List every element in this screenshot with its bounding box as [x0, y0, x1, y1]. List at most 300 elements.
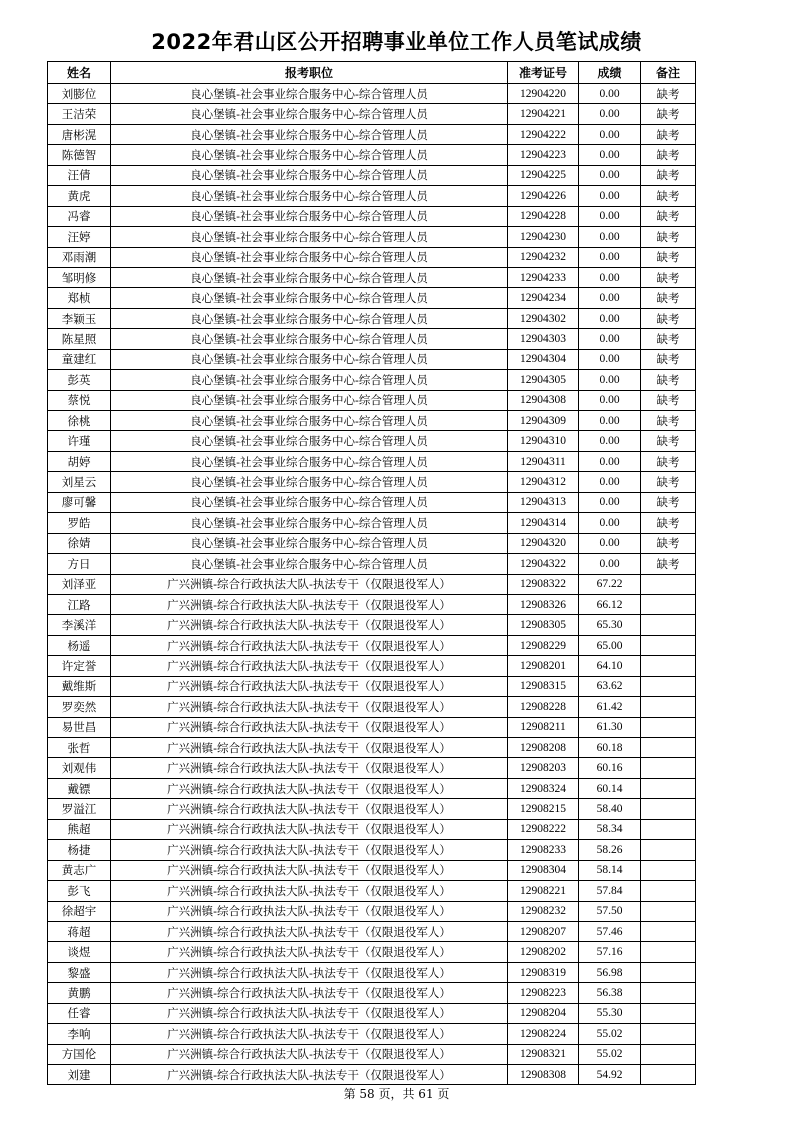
cell-score: 60.14 — [579, 778, 641, 798]
cell-position: 广兴洲镇-综合行政执法大队-执法专干（仅限退役军人） — [111, 656, 508, 676]
cell-exam-number: 12908308 — [508, 1065, 579, 1085]
cell-score: 0.00 — [579, 206, 641, 226]
cell-score: 58.34 — [579, 819, 641, 839]
cell-position: 良心堡镇-社会事业综合服务中心-综合管理人员 — [111, 267, 508, 287]
cell-name: 陈德智 — [48, 145, 111, 165]
cell-position: 良心堡镇-社会事业综合服务中心-综合管理人员 — [111, 165, 508, 185]
cell-position: 良心堡镇-社会事业综合服务中心-综合管理人员 — [111, 513, 508, 533]
cell-remark: 缺考 — [641, 492, 696, 512]
cell-name: 杨遥 — [48, 635, 111, 655]
cell-position: 良心堡镇-社会事业综合服务中心-综合管理人员 — [111, 104, 508, 124]
cell-position: 良心堡镇-社会事业综合服务中心-综合管理人员 — [111, 145, 508, 165]
cell-score: 0.00 — [579, 431, 641, 451]
cell-name: 彭英 — [48, 370, 111, 390]
cell-name: 黄鹏 — [48, 983, 111, 1003]
header-remark: 备注 — [641, 62, 696, 84]
cell-remark: 缺考 — [641, 84, 696, 104]
cell-name: 邓雨潮 — [48, 247, 111, 267]
cell-position: 良心堡镇-社会事业综合服务中心-综合管理人员 — [111, 431, 508, 451]
cell-remark: 缺考 — [641, 288, 696, 308]
table-row — [48, 656, 696, 676]
cell-exam-number: 12904311 — [508, 451, 579, 471]
cell-score: 61.30 — [579, 717, 641, 737]
table-row — [48, 411, 696, 431]
cell-remark — [641, 921, 696, 941]
cell-remark — [641, 594, 696, 614]
cell-name: 汪倩 — [48, 165, 111, 185]
cell-position: 广兴洲镇-综合行政执法大队-执法专干（仅限退役军人） — [111, 901, 508, 921]
table-row — [48, 329, 696, 349]
cell-name: 易世昌 — [48, 717, 111, 737]
cell-position: 广兴洲镇-综合行政执法大队-执法专干（仅限退役军人） — [111, 758, 508, 778]
cell-score: 0.00 — [579, 247, 641, 267]
cell-position: 广兴洲镇-综合行政执法大队-执法专干（仅限退役军人） — [111, 574, 508, 594]
table-row — [48, 390, 696, 410]
table-row — [48, 431, 696, 451]
cell-score: 0.00 — [579, 104, 641, 124]
cell-exam-number: 12904222 — [508, 124, 579, 144]
table-row — [48, 533, 696, 553]
table-row — [48, 247, 696, 267]
cell-score: 0.00 — [579, 84, 641, 104]
cell-remark — [641, 1065, 696, 1085]
table-row — [48, 799, 696, 819]
cell-remark — [641, 656, 696, 676]
cell-score: 0.00 — [579, 308, 641, 328]
cell-exam-number: 12908211 — [508, 717, 579, 737]
cell-name: 陈星照 — [48, 329, 111, 349]
cell-remark: 缺考 — [641, 308, 696, 328]
cell-name: 江路 — [48, 594, 111, 614]
cell-remark — [641, 758, 696, 778]
cell-exam-number: 12904305 — [508, 370, 579, 390]
cell-name: 谈煜 — [48, 942, 111, 962]
table-row — [48, 901, 696, 921]
table-row — [48, 165, 696, 185]
cell-score: 64.10 — [579, 656, 641, 676]
cell-score: 0.00 — [579, 165, 641, 185]
cell-score: 57.50 — [579, 901, 641, 921]
cell-exam-number: 12904228 — [508, 206, 579, 226]
table-row — [48, 594, 696, 614]
cell-exam-number: 12904223 — [508, 145, 579, 165]
cell-remark — [641, 1024, 696, 1044]
cell-exam-number: 12904233 — [508, 267, 579, 287]
cell-score: 63.62 — [579, 676, 641, 696]
cell-exam-number: 12908319 — [508, 962, 579, 982]
cell-exam-number: 12904230 — [508, 227, 579, 247]
cell-position: 良心堡镇-社会事业综合服务中心-综合管理人员 — [111, 370, 508, 390]
cell-exam-number: 12904314 — [508, 513, 579, 533]
cell-position: 广兴洲镇-综合行政执法大队-执法专干（仅限退役军人） — [111, 860, 508, 880]
cell-exam-number: 12904312 — [508, 472, 579, 492]
table-row — [48, 697, 696, 717]
cell-remark — [641, 615, 696, 635]
cell-exam-number: 12904304 — [508, 349, 579, 369]
cell-position: 良心堡镇-社会事业综合服务中心-综合管理人员 — [111, 227, 508, 247]
cell-remark — [641, 983, 696, 1003]
cell-exam-number: 12908215 — [508, 799, 579, 819]
cell-score: 54.92 — [579, 1065, 641, 1085]
table-row — [48, 717, 696, 737]
cell-exam-number: 12908221 — [508, 881, 579, 901]
cell-score: 0.00 — [579, 390, 641, 410]
cell-position: 广兴洲镇-综合行政执法大队-执法专干（仅限退役军人） — [111, 738, 508, 758]
cell-exam-number: 12908204 — [508, 1003, 579, 1023]
cell-name: 刘观伟 — [48, 758, 111, 778]
table-row — [48, 554, 696, 574]
cell-name: 刘建 — [48, 1065, 111, 1085]
cell-position: 广兴洲镇-综合行政执法大队-执法专干（仅限退役军人） — [111, 1065, 508, 1085]
cell-name: 熊超 — [48, 819, 111, 839]
cell-exam-number: 12908233 — [508, 840, 579, 860]
cell-exam-number: 12904320 — [508, 533, 579, 553]
table-row — [48, 227, 696, 247]
table-header-row — [48, 62, 696, 84]
cell-score: 0.00 — [579, 451, 641, 471]
cell-remark: 缺考 — [641, 472, 696, 492]
cell-exam-number: 12908326 — [508, 594, 579, 614]
table-row — [48, 881, 696, 901]
cell-remark — [641, 676, 696, 696]
cell-score: 0.00 — [579, 267, 641, 287]
cell-name: 戴维斯 — [48, 676, 111, 696]
table-row — [48, 206, 696, 226]
cell-position: 广兴洲镇-综合行政执法大队-执法专干（仅限退役军人） — [111, 983, 508, 1003]
cell-remark — [641, 942, 696, 962]
cell-position: 广兴洲镇-综合行政执法大队-执法专干（仅限退役军人） — [111, 840, 508, 860]
header-exam-number: 准考证号 — [508, 62, 579, 84]
cell-score: 56.98 — [579, 962, 641, 982]
cell-name: 李颖玉 — [48, 308, 111, 328]
cell-score: 0.00 — [579, 329, 641, 349]
table-row — [48, 124, 696, 144]
cell-remark: 缺考 — [641, 329, 696, 349]
header-score: 成绩 — [579, 62, 641, 84]
cell-position: 广兴洲镇-综合行政执法大队-执法专干（仅限退役军人） — [111, 799, 508, 819]
cell-score: 0.00 — [579, 186, 641, 206]
cell-exam-number: 12904220 — [508, 84, 579, 104]
cell-exam-number: 12904302 — [508, 308, 579, 328]
header-position: 报考职位 — [111, 62, 508, 84]
cell-remark: 缺考 — [641, 349, 696, 369]
table-row — [48, 819, 696, 839]
cell-position: 广兴洲镇-综合行政执法大队-执法专干（仅限退役军人） — [111, 717, 508, 737]
cell-name: 汪婷 — [48, 227, 111, 247]
page-footer: 第 58 页，共 61 页 — [343, 1087, 450, 1101]
cell-exam-number: 12908223 — [508, 983, 579, 1003]
cell-position: 良心堡镇-社会事业综合服务中心-综合管理人员 — [111, 206, 508, 226]
cell-score: 58.40 — [579, 799, 641, 819]
table-row — [48, 860, 696, 880]
cell-position: 良心堡镇-社会事业综合服务中心-综合管理人员 — [111, 329, 508, 349]
cell-position: 广兴洲镇-综合行政执法大队-执法专干（仅限退役军人） — [111, 942, 508, 962]
table-row — [48, 492, 696, 512]
cell-score: 65.30 — [579, 615, 641, 635]
cell-score: 56.38 — [579, 983, 641, 1003]
cell-position: 良心堡镇-社会事业综合服务中心-综合管理人员 — [111, 472, 508, 492]
table-row — [48, 267, 696, 287]
table-row — [48, 308, 696, 328]
cell-remark — [641, 738, 696, 758]
cell-score: 0.00 — [579, 472, 641, 492]
table-row — [48, 1024, 696, 1044]
cell-exam-number: 12908232 — [508, 901, 579, 921]
table-row — [48, 778, 696, 798]
cell-position: 广兴洲镇-综合行政执法大队-执法专干（仅限退役军人） — [111, 962, 508, 982]
cell-name: 罗皓 — [48, 513, 111, 533]
cell-name: 黎盛 — [48, 962, 111, 982]
cell-remark: 缺考 — [641, 431, 696, 451]
cell-exam-number: 12904234 — [508, 288, 579, 308]
cell-exam-number: 12904310 — [508, 431, 579, 451]
cell-remark — [641, 717, 696, 737]
cell-position: 良心堡镇-社会事业综合服务中心-综合管理人员 — [111, 492, 508, 512]
cell-score: 55.30 — [579, 1003, 641, 1023]
cell-remark — [641, 697, 696, 717]
table-row — [48, 370, 696, 390]
cell-position: 良心堡镇-社会事业综合服务中心-综合管理人员 — [111, 390, 508, 410]
cell-score: 0.00 — [579, 513, 641, 533]
cell-exam-number: 12908207 — [508, 921, 579, 941]
cell-exam-number: 12904308 — [508, 390, 579, 410]
cell-position: 良心堡镇-社会事业综合服务中心-综合管理人员 — [111, 451, 508, 471]
cell-remark: 缺考 — [641, 206, 696, 226]
table-row — [48, 574, 696, 594]
cell-name: 郑桢 — [48, 288, 111, 308]
table-row — [48, 921, 696, 941]
cell-name: 邹明修 — [48, 267, 111, 287]
cell-score: 60.18 — [579, 738, 641, 758]
cell-remark: 缺考 — [641, 186, 696, 206]
cell-name: 戴镖 — [48, 778, 111, 798]
cell-position: 良心堡镇-社会事业综合服务中心-综合管理人员 — [111, 554, 508, 574]
cell-name: 方国伦 — [48, 1044, 111, 1064]
cell-name: 许瑾 — [48, 431, 111, 451]
cell-exam-number: 12904225 — [508, 165, 579, 185]
cell-name: 刘泽亚 — [48, 574, 111, 594]
table-row — [48, 104, 696, 124]
cell-exam-number: 12908203 — [508, 758, 579, 778]
table-row — [48, 145, 696, 165]
cell-exam-number: 12908201 — [508, 656, 579, 676]
cell-remark — [641, 881, 696, 901]
cell-score: 0.00 — [579, 370, 641, 390]
cell-name: 徐桃 — [48, 411, 111, 431]
cell-name: 黄虎 — [48, 186, 111, 206]
cell-remark — [641, 635, 696, 655]
cell-position: 良心堡镇-社会事业综合服务中心-综合管理人员 — [111, 411, 508, 431]
cell-name: 蒋超 — [48, 921, 111, 941]
cell-remark: 缺考 — [641, 533, 696, 553]
cell-remark: 缺考 — [641, 267, 696, 287]
cell-position: 广兴洲镇-综合行政执法大队-执法专干（仅限退役军人） — [111, 1003, 508, 1023]
page-title: 2022年君山区公开招聘事业单位工作人员笔试成绩 — [151, 30, 642, 54]
table-row — [48, 962, 696, 982]
cell-remark: 缺考 — [641, 227, 696, 247]
cell-name: 李溪洋 — [48, 615, 111, 635]
cell-name: 方日 — [48, 554, 111, 574]
cell-exam-number: 12908208 — [508, 738, 579, 758]
table-row — [48, 1003, 696, 1023]
cell-position: 良心堡镇-社会事业综合服务中心-综合管理人员 — [111, 124, 508, 144]
cell-position: 广兴洲镇-综合行政执法大队-执法专干（仅限退役军人） — [111, 635, 508, 655]
cell-exam-number: 12904309 — [508, 411, 579, 431]
table-row — [48, 1065, 696, 1085]
cell-score: 57.16 — [579, 942, 641, 962]
cell-remark — [641, 574, 696, 594]
cell-score: 57.46 — [579, 921, 641, 941]
cell-name: 胡婷 — [48, 451, 111, 471]
table-row — [48, 472, 696, 492]
cell-remark: 缺考 — [641, 165, 696, 185]
cell-name: 唐彬滉 — [48, 124, 111, 144]
cell-score: 67.22 — [579, 574, 641, 594]
cell-score: 66.12 — [579, 594, 641, 614]
cell-score: 57.84 — [579, 881, 641, 901]
cell-position: 广兴洲镇-综合行政执法大队-执法专干（仅限退役军人） — [111, 697, 508, 717]
table-row — [48, 615, 696, 635]
cell-remark: 缺考 — [641, 451, 696, 471]
table-row — [48, 676, 696, 696]
cell-remark: 缺考 — [641, 390, 696, 410]
cell-remark: 缺考 — [641, 411, 696, 431]
cell-remark — [641, 1003, 696, 1023]
cell-score: 61.42 — [579, 697, 641, 717]
table-row — [48, 1044, 696, 1064]
cell-name: 王洁荣 — [48, 104, 111, 124]
cell-score: 55.02 — [579, 1044, 641, 1064]
cell-remark: 缺考 — [641, 247, 696, 267]
cell-position: 广兴洲镇-综合行政执法大队-执法专干（仅限退役军人） — [111, 921, 508, 941]
cell-remark: 缺考 — [641, 554, 696, 574]
cell-remark — [641, 819, 696, 839]
cell-remark: 缺考 — [641, 104, 696, 124]
table-row — [48, 451, 696, 471]
cell-score: 0.00 — [579, 492, 641, 512]
cell-name: 罗溢江 — [48, 799, 111, 819]
cell-score: 0.00 — [579, 554, 641, 574]
cell-remark — [641, 840, 696, 860]
cell-score: 0.00 — [579, 349, 641, 369]
cell-name: 蔡悦 — [48, 390, 111, 410]
table-row — [48, 186, 696, 206]
cell-remark — [641, 962, 696, 982]
header-name: 姓名 — [48, 62, 111, 84]
cell-exam-number: 12908224 — [508, 1024, 579, 1044]
cell-exam-number: 12908324 — [508, 778, 579, 798]
table-row — [48, 758, 696, 778]
cell-score: 65.00 — [579, 635, 641, 655]
cell-exam-number: 12904313 — [508, 492, 579, 512]
cell-position: 广兴洲镇-综合行政执法大队-执法专干（仅限退役军人） — [111, 594, 508, 614]
cell-name: 杨捷 — [48, 840, 111, 860]
cell-remark — [641, 1044, 696, 1064]
cell-remark: 缺考 — [641, 145, 696, 165]
cell-remark: 缺考 — [641, 513, 696, 533]
cell-position: 广兴洲镇-综合行政执法大队-执法专干（仅限退役军人） — [111, 615, 508, 635]
table-row — [48, 349, 696, 369]
cell-position: 良心堡镇-社会事业综合服务中心-综合管理人员 — [111, 186, 508, 206]
table-row — [48, 983, 696, 1003]
cell-score: 0.00 — [579, 533, 641, 553]
cell-position: 良心堡镇-社会事业综合服务中心-综合管理人员 — [111, 247, 508, 267]
cell-remark: 缺考 — [641, 124, 696, 144]
cell-position: 广兴洲镇-综合行政执法大队-执法专干（仅限退役军人） — [111, 1044, 508, 1064]
cell-name: 刘星云 — [48, 472, 111, 492]
cell-score: 0.00 — [579, 124, 641, 144]
cell-name: 李响 — [48, 1024, 111, 1044]
cell-position: 良心堡镇-社会事业综合服务中心-综合管理人员 — [111, 349, 508, 369]
cell-name: 刘膨位 — [48, 84, 111, 104]
cell-exam-number: 12908322 — [508, 574, 579, 594]
cell-position: 良心堡镇-社会事业综合服务中心-综合管理人员 — [111, 308, 508, 328]
cell-score: 0.00 — [579, 227, 641, 247]
table-row — [48, 513, 696, 533]
cell-position: 良心堡镇-社会事业综合服务中心-综合管理人员 — [111, 84, 508, 104]
cell-name: 廖可馨 — [48, 492, 111, 512]
cell-score: 0.00 — [579, 288, 641, 308]
scores-table — [47, 61, 696, 1085]
cell-name: 徐超宇 — [48, 901, 111, 921]
cell-name: 徐婧 — [48, 533, 111, 553]
table-row — [48, 84, 696, 104]
cell-exam-number: 12908202 — [508, 942, 579, 962]
cell-score: 0.00 — [579, 145, 641, 165]
cell-remark — [641, 901, 696, 921]
cell-exam-number: 12908228 — [508, 697, 579, 717]
table-row — [48, 738, 696, 758]
cell-exam-number: 12904322 — [508, 554, 579, 574]
cell-exam-number: 12904303 — [508, 329, 579, 349]
cell-name: 罗奕然 — [48, 697, 111, 717]
cell-exam-number: 12908222 — [508, 819, 579, 839]
cell-position: 良心堡镇-社会事业综合服务中心-综合管理人员 — [111, 288, 508, 308]
table-row — [48, 288, 696, 308]
table-row — [48, 840, 696, 860]
cell-name: 黄志广 — [48, 860, 111, 880]
cell-exam-number: 12908229 — [508, 635, 579, 655]
cell-score: 55.02 — [579, 1024, 641, 1044]
cell-exam-number: 12904226 — [508, 186, 579, 206]
cell-name: 任睿 — [48, 1003, 111, 1023]
cell-name: 彭飞 — [48, 881, 111, 901]
cell-name: 张哲 — [48, 738, 111, 758]
cell-remark — [641, 860, 696, 880]
cell-remark — [641, 799, 696, 819]
cell-name: 童建红 — [48, 349, 111, 369]
table-row — [48, 942, 696, 962]
cell-remark: 缺考 — [641, 370, 696, 390]
cell-exam-number: 12908321 — [508, 1044, 579, 1064]
cell-position: 广兴洲镇-综合行政执法大队-执法专干（仅限退役军人） — [111, 1024, 508, 1044]
cell-name: 冯睿 — [48, 206, 111, 226]
cell-score: 58.26 — [579, 840, 641, 860]
cell-position: 广兴洲镇-综合行政执法大队-执法专干（仅限退役军人） — [111, 778, 508, 798]
cell-position: 广兴洲镇-综合行政执法大队-执法专干（仅限退役军人） — [111, 676, 508, 696]
cell-position: 广兴洲镇-综合行政执法大队-执法专干（仅限退役军人） — [111, 819, 508, 839]
cell-remark — [641, 778, 696, 798]
cell-name: 许定誉 — [48, 656, 111, 676]
cell-exam-number: 12904232 — [508, 247, 579, 267]
cell-exam-number: 12904221 — [508, 104, 579, 124]
cell-exam-number: 12908315 — [508, 676, 579, 696]
cell-exam-number: 12908304 — [508, 860, 579, 880]
cell-score: 60.16 — [579, 758, 641, 778]
cell-exam-number: 12908305 — [508, 615, 579, 635]
cell-score: 0.00 — [579, 411, 641, 431]
cell-position: 广兴洲镇-综合行政执法大队-执法专干（仅限退役军人） — [111, 881, 508, 901]
